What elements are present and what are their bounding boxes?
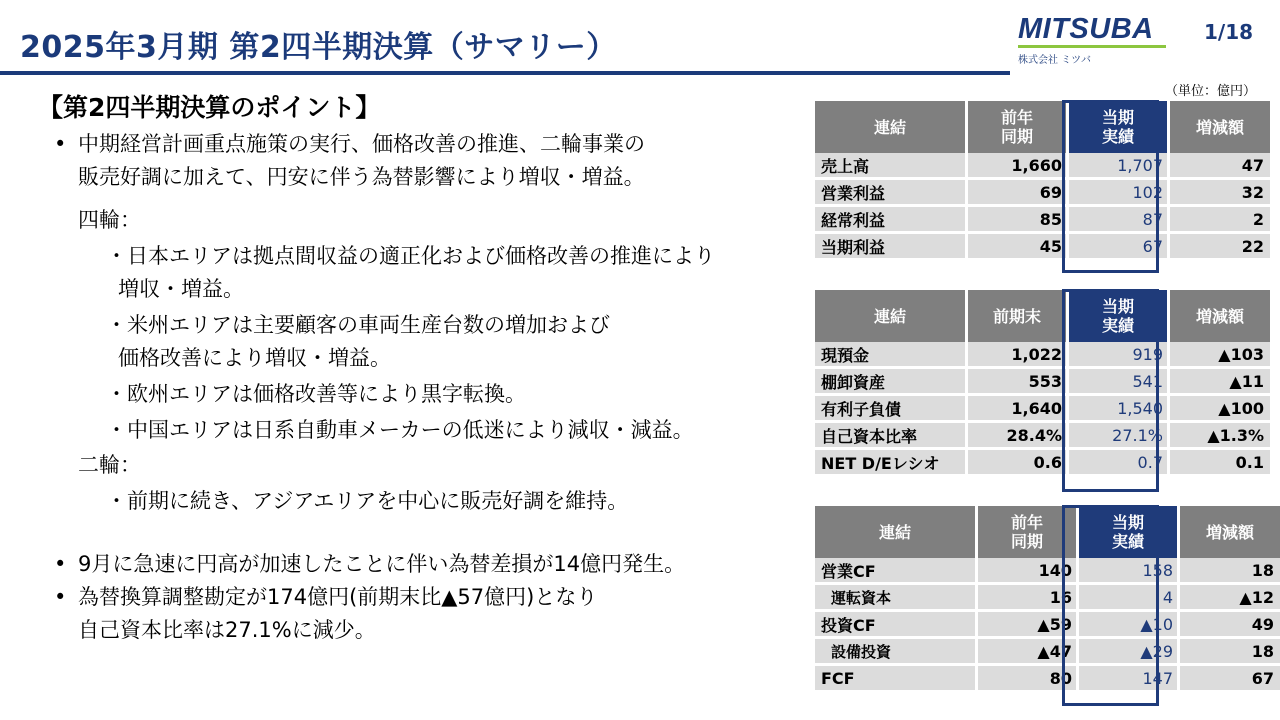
change-value: 49 (1180, 612, 1280, 639)
current-value: 0.7 (1069, 450, 1170, 477)
col-header-current (1069, 101, 1170, 153)
col-header-prior (968, 101, 1069, 153)
current-value: 4 (1079, 585, 1180, 612)
area-item-japan (78, 240, 798, 306)
table-row (815, 639, 1280, 666)
row-label: FCF (815, 666, 978, 693)
table-row (815, 180, 1270, 207)
row-label: 設備投資 (815, 639, 978, 666)
header-text: 前年 同期 (1010, 513, 1043, 551)
col-header-current (1079, 506, 1180, 558)
change-value: 47 (1170, 153, 1270, 180)
change-value: ▲103 (1170, 342, 1270, 369)
col-header-change: 増減額 (1180, 506, 1280, 558)
current-value: 1,540 (1069, 396, 1170, 423)
change-value: ▲1.3% (1170, 423, 1270, 450)
two-wheel-item (78, 485, 798, 518)
four-wheel-group (78, 204, 798, 518)
change-value: 22 (1170, 234, 1270, 261)
row-label: 営業CF (815, 558, 978, 585)
current-value: 919 (1069, 342, 1170, 369)
table-row (815, 342, 1270, 369)
current-value: 27.1% (1069, 423, 1170, 450)
bullet-line: 自己資本比率は27.1%に減少。 (78, 618, 376, 642)
col-header-prior (978, 506, 1079, 558)
bullet-line: 為替換算調整勘定が174億円(前期末比▲57億円)となり (78, 585, 598, 609)
header-text: 当期 実績 (1111, 513, 1144, 551)
col-header-prior-end: 前期末 (968, 290, 1069, 342)
area-item-americas (78, 309, 798, 375)
row-label: 運転資本 (815, 585, 978, 612)
current-value: 147 (1079, 666, 1180, 693)
table-row (815, 585, 1280, 612)
pl-table (815, 101, 1270, 261)
bullet-mark: • (54, 585, 67, 609)
area-item-europe (78, 378, 798, 411)
table-row (815, 207, 1270, 234)
area-item-china (78, 414, 798, 447)
table-row (815, 234, 1270, 261)
four-wheel-label: 四輪： (78, 208, 141, 232)
prior-value: 28.4% (968, 423, 1069, 450)
bs-table-body (815, 342, 1270, 477)
prior-value: 1,660 (968, 153, 1069, 180)
points-heading: 【第2四半期決算のポイント】 (38, 93, 381, 122)
col-header-change: 増減額 (1170, 101, 1270, 153)
row-label: 投資CF (815, 612, 978, 639)
page-title: 2025年3月期 第2四半期決算（サマリー） (20, 30, 617, 65)
prior-value: 85 (968, 207, 1069, 234)
table-row (815, 396, 1270, 423)
prior-value: 0.6 (968, 450, 1069, 477)
row-label: 棚卸資産 (815, 369, 968, 396)
prior-value: 45 (968, 234, 1069, 261)
area-item-text: ・日本エリアは拠点間収益の適正化および価格改善の推進により (106, 244, 715, 268)
cf-table (815, 506, 1280, 693)
prior-value: 140 (978, 558, 1079, 585)
row-label: 経常利益 (815, 207, 968, 234)
spacer (38, 518, 798, 548)
prior-value: 16 (978, 585, 1079, 612)
prior-value: 1,022 (968, 342, 1069, 369)
table-row (815, 612, 1280, 639)
area-item-text: ・米州エリアは主要顧客の車両生産台数の増加および (106, 313, 610, 337)
table-row (815, 558, 1280, 585)
table-row (815, 369, 1270, 396)
two-wheel-label: 二輪： (78, 453, 141, 477)
prior-value: ▲59 (978, 612, 1079, 639)
prior-value: 1,640 (968, 396, 1069, 423)
col-header-current (1069, 290, 1170, 342)
row-label: 営業利益 (815, 180, 968, 207)
bullet-mark: • (54, 132, 67, 156)
key-points (38, 88, 798, 647)
col-header-change: 増減額 (1170, 290, 1270, 342)
title-underline (0, 71, 1010, 75)
header-text: 当期 実績 (1101, 297, 1134, 335)
bullet-mark: • (54, 552, 67, 576)
change-value: 18 (1180, 639, 1280, 666)
table-row (815, 666, 1280, 693)
logo-wordmark: MITSUBA (1018, 13, 1154, 45)
current-value: ▲10 (1079, 612, 1180, 639)
change-value: 2 (1170, 207, 1270, 234)
change-value: 32 (1170, 180, 1270, 207)
table-row (815, 153, 1270, 180)
prior-value: ▲47 (978, 639, 1079, 666)
current-value: 541 (1069, 369, 1170, 396)
current-value: 102 (1069, 180, 1170, 207)
current-value: 67 (1069, 234, 1170, 261)
area-item-text: 価格改善により増収・増益。 (118, 346, 391, 370)
change-value: ▲12 (1180, 585, 1280, 612)
company-logo (1018, 14, 1168, 64)
unit-note: （単位：億円） (1164, 84, 1256, 99)
table-row (815, 450, 1270, 477)
current-value: 158 (1079, 558, 1180, 585)
bullet-line: 中期経営計画重点施策の実行、価格改善の推進、二輪事業の (78, 132, 645, 156)
change-value: 67 (1180, 666, 1280, 693)
row-label: 当期利益 (815, 234, 968, 261)
bullet-fx-loss (38, 548, 798, 581)
col-header-consolidated: 連結 (815, 290, 968, 342)
table-row (815, 423, 1270, 450)
row-label: 現預金 (815, 342, 968, 369)
header-text: 当期 実績 (1101, 108, 1134, 146)
bs-table (815, 290, 1270, 477)
bullet-equity-ratio (38, 581, 798, 647)
cf-table-body (815, 558, 1280, 693)
row-label: 有利子負債 (815, 396, 968, 423)
col-header-consolidated: 連結 (815, 506, 978, 558)
current-value: 1,707 (1069, 153, 1170, 180)
logo-accent-bar (1018, 45, 1166, 48)
change-value: ▲11 (1170, 369, 1270, 396)
row-label: NET D/Eレシオ (815, 450, 968, 477)
header-text: 前年 同期 (1000, 108, 1033, 146)
change-value: ▲100 (1170, 396, 1270, 423)
prior-value: 553 (968, 369, 1069, 396)
bullet-summary (38, 128, 798, 194)
row-label: 自己資本比率 (815, 423, 968, 450)
prior-value: 80 (978, 666, 1079, 693)
area-item-text: ・前期に続き、アジアエリアを中心に販売好調を維持。 (106, 489, 629, 513)
change-value: 18 (1180, 558, 1280, 585)
area-item-text: 増収・増益。 (118, 277, 244, 301)
bullet-line: 9月に急速に円高が加速したことに伴い為替差損が14億円発生。 (78, 552, 686, 576)
bullet-line: 販売好調に加えて、円安に伴う為替影響により増収・増益。 (78, 165, 645, 189)
pl-table-body (815, 153, 1270, 261)
logo-subtitle: 株式会社 ミツバ (1018, 55, 1091, 66)
area-item-text: ・中国エリアは日系自動車メーカーの低迷により減収・減益。 (106, 418, 694, 442)
prior-value: 69 (968, 180, 1069, 207)
row-label: 売上高 (815, 153, 968, 180)
col-header-consolidated: 連結 (815, 101, 968, 153)
area-item-text: ・欧州エリアは価格改善等により黒字転換。 (106, 382, 526, 406)
change-value: 0.1 (1170, 450, 1270, 477)
current-value: ▲29 (1079, 639, 1180, 666)
current-value: 87 (1069, 207, 1170, 234)
page-number: 1/18 (1204, 20, 1254, 44)
